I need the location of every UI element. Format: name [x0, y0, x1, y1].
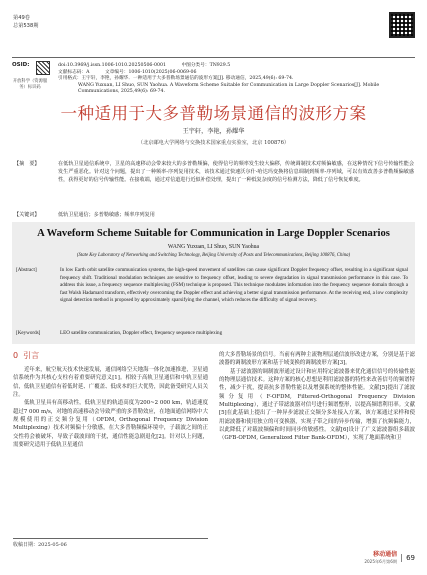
affiliation-en: (State Key Laboratory of Networking and Switching Technology, Beijing University of Posts and Telecommunications, Beijing 100876, China)	[76, 253, 351, 258]
received-date: 收稿日期：2025-05-06	[13, 538, 208, 548]
keywords-en	[16, 330, 408, 336]
abstract-en	[16, 267, 408, 305]
clc-code: 中图分类号：TN929.5	[181, 63, 231, 68]
abstract-en-label: [Abstract]	[16, 267, 37, 273]
body-column-left	[13, 366, 208, 449]
abstract-cn	[14, 160, 414, 184]
doi[interactable]: doi:10.3969/j.issn.1006-1010.20250506-0001	[58, 63, 166, 68]
article-number: 文章编号：1006-1010(2025)06-0069-06	[105, 69, 197, 75]
authors-en: WANG Yuxuan, LI Shuo, SUN Yaohua	[167, 244, 260, 250]
osid-qr-icon	[36, 61, 50, 75]
keywords-cn-label: 【关键词】	[14, 212, 40, 218]
paragraph: 基于滤波器的调制波形通过设计和应用特定滤波器来优化通信信号的传输性能的物理层通信技术。这种方案的核心思想是利用滤波器的特性来改善信号的频谱特性，减少干扰，提高抗多普勒性能以及增强系统的整体性能。文献[5]提出了滤波频分复用（F-OFDM, Filtered-Orthogonal Frequency Division Multiplexing），通过子带滤波器对信号进行频谱整形，以提高频谱利用率。文献[5]在此基础上提出了一种异步滤波正交频分多址接入方案，该方案通过采样和使用滤波器和使用独立的可变换器，实现子带之间的异步传输，增强了抗频偏能力，以此降低了对载波频偏和时间同步的敏感性。文献[6]设计了广义滤波器组多载波（GFB-OFDM, Generalized Filter Bank-OFDM），实现了地面系统和卫	[219, 368, 415, 442]
citation-en: WANG Yuxuan, LI Shuo, SUN Yaohua. A Waveform Scheme Suitable for Communication in Large Doppler Scenarios[J]. Mobile Communications, 2025,49(6): 69-74.	[78, 82, 380, 95]
body-column-right	[219, 351, 415, 443]
osid-label: OSID:	[12, 62, 30, 68]
paragraph: 低轨卫星具有高移动性，低轨卫星的轨道高度为200~2 000 km，轨道速度超过7 000 m/s，对地的高速移动会导致严重的多普勒效应，在地面通信网络中大规模使用的正交频分复用（OFDM, Orthogonal Frequency Division Multiplexing）技术对频偏十分敏感，在大多普勒频偏环境中，子载波之间的正交性将会被破坏，导致子载波间的干扰，通信性能急剧退化[2]。针对以上问题，需要研究适用于低轨卫星通信	[13, 400, 208, 449]
volume-label: 第49卷	[13, 15, 30, 21]
article-meta	[58, 63, 418, 96]
section-heading	[13, 350, 39, 361]
section-number: 0	[13, 351, 19, 360]
title-en: A Waveform Scheme Suitable for Communication in Large Doppler Scenarios	[37, 228, 390, 239]
affiliation-cn: （北京邮电大学网络与交换技术国家重点实验室，北京 100876）	[137, 140, 290, 146]
paragraph: 的大多普勒场景的信号。当前有两种主流物理层通信波形改进方案，分别是基于滤波器的调制波形方案和基于域变换的调制波形方案[3]。	[219, 352, 415, 367]
osid-note: 开放科学（资源服务）标识码	[12, 79, 48, 90]
abstract-en-text: In low Earth orbit satellite communication systems, the high-speed movement of satellites can cause significant Doppler frequency offset, resulting in a significant signal frequency shift. Traditional modulation techniques are sensitive to frequency offset, leading to severe degradation in signal transmission performance in this case. To address this issue, a frequency sequence multiplexing (FSM) technique is proposed. This technique modulates information into the frequency sequence domain through a fast Walsh Hadamard transform, effectively overcoming the Doppler effect and achieving a better signal transmission performance. At the receiving end, a low complexity signal detection method is proposed by approximately sparsifying the channel, which reduces the difficulty of signal recovery.	[60, 267, 408, 304]
paragraph: 近年来，航空航天技术快速发展，通信网络空天地海一体化加速推进，卫星通信系统作为其核心支柱有着重要研究意义[1]。相较于高轨卫星通信和中轨卫星通信，低轨卫星通信有着低时延、广覆盖、低成本的巨大优势，因此备受研究人员关注。	[13, 367, 208, 399]
keywords-en-label: [Keywords]	[16, 330, 41, 336]
abstract-cn-text: 在低轨卫星通信系统中，卫星的高速移动会带来较大的多普勒频偏，使得信号的频率发生较大偏移，传统调制技术对频偏敏感，在这种情况下信号传输性能会发生严重恶化。针对这个问题，提出了一种频率-序列复用技术，该技术通过快速沃尔什-哈达玛变换将信息调制到频率-序列域，可以有效改善多普勒频偏敏感性，获得更好的信号传输性能。在接收端，通过对信道进行近似补偿处理，提出了一种低复杂度的信号检测方法，降低了信号恢复难度。	[58, 161, 414, 183]
volume-info	[13, 14, 38, 30]
title-cn: 一种适用于大多普勒场景通信的波形方案	[60, 104, 367, 123]
osid-block	[12, 62, 52, 91]
journal-logo	[364, 551, 397, 565]
issue-label: 总第538期	[13, 23, 39, 29]
keywords-cn	[14, 211, 414, 218]
page-footer	[364, 551, 415, 565]
citation-cn: 引用格式：王宇轩，李艳，孙耀华．一种适用于大多普勒场景通信的波形方案[J]. 移动通信，2025,49(6): 69-74.	[58, 76, 294, 82]
journal-issue: 2025年6月第6期	[364, 559, 398, 564]
page-number: 69	[401, 554, 415, 562]
section-title: 引言	[23, 351, 40, 360]
authors-cn: 王宇轩，李艳，孙耀华	[182, 128, 245, 135]
abstract-cn-label: 【摘 要】	[14, 161, 40, 167]
doc-code: 文献标志码：A	[58, 69, 90, 75]
keywords-cn-text: 低轨卫星通信；多普勒敏感；频率序列复用	[58, 212, 155, 218]
header-rule	[12, 57, 415, 58]
journal-name: 移动通信	[373, 551, 398, 558]
qr-code-icon	[389, 12, 415, 38]
keywords-en-text: LEO satellite communication, Doppler effect, frequency sequence multiplexing	[60, 330, 223, 336]
english-abstract-box	[12, 222, 415, 344]
